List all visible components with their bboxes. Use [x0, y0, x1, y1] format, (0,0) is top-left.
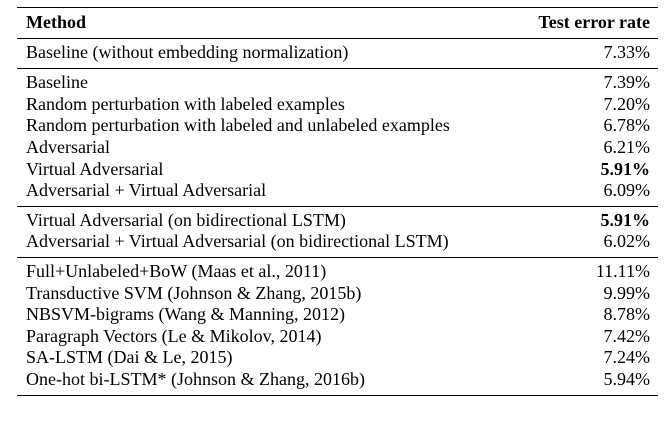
- table-row: [17, 304, 658, 326]
- error-rate-cell: 7.33%: [513, 38, 658, 69]
- method-cell: Virtual Adversarial: [26, 158, 164, 179]
- method-cell: Adversarial: [26, 136, 110, 157]
- table-row: [17, 137, 658, 159]
- test-error-rate-column-header: Test error rate: [513, 8, 658, 39]
- error-rate-cell: 6.09%: [513, 180, 658, 206]
- error-rate-cell: 6.02%: [513, 231, 658, 257]
- error-rate-cell: 6.78%: [603, 115, 650, 136]
- table-body: [17, 38, 658, 395]
- error-rate-cell: 11.11%: [595, 260, 650, 281]
- method-cell: Transductive SVM (Johnson & Zhang, 2015b): [26, 282, 362, 303]
- table-row: [17, 206, 658, 231]
- method-cell: Random perturbation with labeled and unlabeled examples: [26, 115, 450, 136]
- error-rate-cell: 7.20%: [603, 93, 650, 114]
- error-rate-cell: 7.24%: [603, 347, 650, 368]
- table-row: [17, 231, 658, 257]
- method-cell: NBSVM-bigrams (Wang & Manning, 2012): [26, 304, 346, 325]
- table-row: [17, 369, 658, 395]
- method-cell: Adversarial + Virtual Adversarial: [17, 180, 513, 206]
- error-rate-cell: 5.91%: [600, 209, 650, 230]
- error-rate-cell: 6.21%: [603, 136, 650, 157]
- method-cell: Paragraph Vectors (Le & Mikolov, 2014): [26, 325, 322, 346]
- method-cell: Baseline: [26, 72, 88, 93]
- error-rate-cell: 7.39%: [603, 72, 650, 93]
- results-table-container: [17, 7, 658, 396]
- method-cell: Full+Unlabeled+BoW (Maas et al., 2011): [26, 260, 327, 281]
- table-row: [17, 326, 658, 348]
- method-cell: SA-LSTM (Dai & Le, 2015): [26, 347, 233, 368]
- table-row: [17, 115, 658, 137]
- error-rate-cell: 7.42%: [603, 325, 650, 346]
- table-row: [17, 283, 658, 305]
- error-rate-cell: 9.99%: [603, 282, 650, 303]
- method-cell: Random perturbation with labeled examples: [26, 93, 345, 114]
- table-row: [17, 69, 658, 94]
- error-rate-cell: 5.91%: [600, 158, 650, 179]
- method-cell: Virtual Adversarial (on bidirectional LSTM): [26, 209, 346, 230]
- table-row: [17, 94, 658, 116]
- method-cell: Adversarial + Virtual Adversarial (on bidirectional LSTM): [17, 231, 513, 257]
- table-row: [17, 257, 658, 282]
- method-cell: Baseline (without embedding normalization): [17, 38, 513, 69]
- table-row: [17, 159, 658, 181]
- table-row: [17, 347, 658, 369]
- results-table: [17, 7, 658, 396]
- table-row: [17, 180, 658, 206]
- table-header-row: [17, 8, 658, 39]
- method-cell: One-hot bi-LSTM* (Johnson & Zhang, 2016b): [17, 369, 513, 395]
- error-rate-cell: 5.94%: [513, 369, 658, 395]
- table-row: [17, 38, 658, 69]
- error-rate-cell: 8.78%: [603, 304, 650, 325]
- method-column-header: Method: [17, 8, 513, 39]
